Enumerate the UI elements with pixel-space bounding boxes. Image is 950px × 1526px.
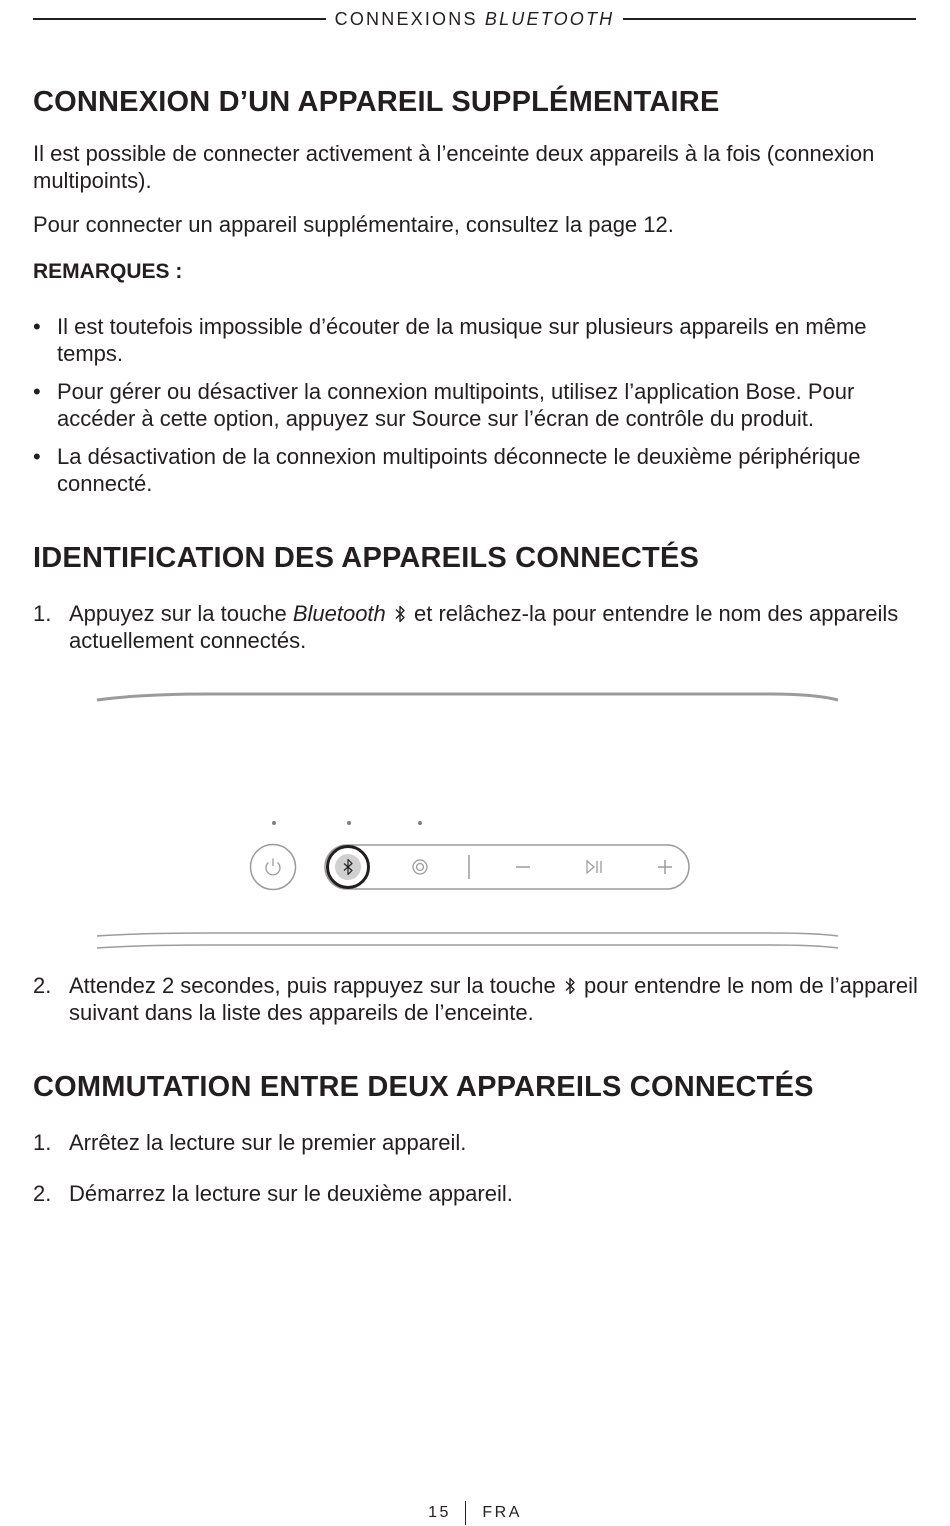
page-number: 15 [428,1504,451,1521]
bluetooth-icon [394,604,406,624]
step-text: Arrêtez la lecture sur le premier appareil. [69,1130,467,1155]
page-footer [0,1500,950,1526]
footer-divider [465,1501,467,1525]
remark-item [33,313,923,367]
section-title-additional-device: CONNEXION D’UN APPAREIL SUPPLÉMENTAIRE [33,86,720,118]
header-rule-left [33,18,326,20]
remark-item [33,378,923,432]
intro-paragraph: Il est possible de connecter activement à l’enceinte deux appareils à la fois (connexion multipoints). [33,141,875,193]
language-code: FRA [482,1504,522,1521]
indicator-light [418,821,422,825]
remark-text: Pour gérer ou désactiver la connexion multipoints, utilisez l’application Bose. Pour accéder à cette option, appuyez sur Source sur l’écran de contrôle du produit. [57,379,855,431]
step-text-part: pour entendre le nom de l’appareil suivant dans la liste des appareils de l’enceinte. [69,973,918,1025]
section-title-switch-devices: COMMUTATION ENTRE DEUX APPAREILS CONNECTÉS [33,1071,814,1103]
control-button-strip [325,845,689,889]
step-text: Démarrez la lecture sur le deuxième appareil. [69,1181,513,1206]
header-label-italic: BLUETOOTH [484,8,615,29]
bullet-marker: • [33,379,41,404]
header-label-prefix: CONNEXIONS [334,8,478,29]
reference-paragraph: Pour connecter un appareil supplémentaire, consultez la page 12. [33,212,674,237]
step-text-part: Appuyez sur la touche [69,601,293,626]
step-item [33,600,923,654]
bluetooth-button-pressed [328,847,369,888]
header-label [326,9,624,30]
step-item [33,1180,923,1207]
remark-item [33,443,923,497]
running-header [33,6,916,32]
bluetooth-icon [564,976,576,996]
step-text [69,600,923,654]
step-text-part: Attendez 2 secondes, puis rappuyez sur la touche [69,973,562,998]
speaker-controls-diagram [90,680,850,960]
step-text-part: et relâchez-la pour entendre le nom des appareils actuellement connectés. [69,601,899,653]
step-number: 1. [33,1130,52,1155]
step-item [33,1129,923,1156]
step-number: 2. [33,1181,52,1206]
remark-text: Il est toutefois impossible d’écouter de la musique sur plusieurs appareils en même temps. [57,314,867,366]
step-number: 2. [33,973,52,998]
speaker-top-edge [97,694,838,700]
indicator-light [272,821,276,825]
header-rule-right [623,18,916,20]
step-item [33,972,923,1026]
bluetooth-term: Bluetooth [292,601,386,626]
speaker-bottom-edge [97,933,838,936]
remarks-heading: REMARQUES : [33,260,183,283]
indicator-light [347,821,351,825]
speaker-bottom-edge [97,945,838,948]
bullet-marker: • [33,444,41,469]
power-button [251,845,296,890]
section-title-identify-devices: IDENTIFICATION DES APPAREILS CONNECTÉS [33,542,700,574]
step-number: 1. [33,601,52,626]
step-text [69,972,923,1026]
remark-text: La désactivation de la connexion multipoints déconnecte le deuxième périphérique connecté. [57,444,861,496]
bullet-marker: • [33,314,41,339]
